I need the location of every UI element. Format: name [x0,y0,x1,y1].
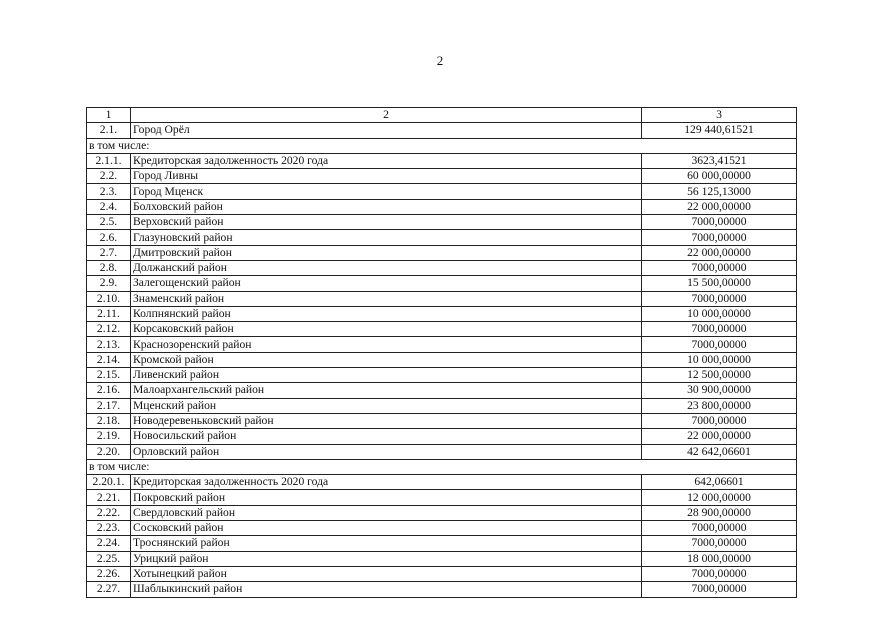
row-number: 2.21. [87,490,131,505]
row-number: 2.18. [87,413,131,428]
row-amount: 12 500,00000 [642,368,797,383]
row-amount: 3623,41521 [642,153,797,168]
row-amount: 642,06601 [642,475,797,490]
table-row [87,475,797,490]
table-row [87,536,797,551]
row-number: 2.1. [87,123,131,138]
table-row [87,230,797,245]
table-row [87,169,797,184]
row-amount: 15 500,00000 [642,276,797,291]
row-name: Новодеревеньковский район [131,413,642,428]
column-header-3: 3 [642,108,797,123]
table-row [87,490,797,505]
row-name: Дмитровский район [131,245,642,260]
table-row [87,153,797,168]
row-amount: 10 000,00000 [642,306,797,321]
row-number: 2.6. [87,230,131,245]
row-name: Кредиторская задолженность 2020 года [131,475,642,490]
column-header-1: 1 [87,108,131,123]
table-row [87,383,797,398]
row-number: 2.17. [87,398,131,413]
table-body [87,108,797,598]
table-row [87,291,797,306]
row-name: Колпнянский район [131,306,642,321]
row-number: 2.11. [87,306,131,321]
row-name: Кредиторская задолженность 2020 года [131,153,642,168]
row-amount: 12 000,00000 [642,490,797,505]
row-amount: 7000,00000 [642,566,797,581]
row-number: 2.22. [87,505,131,520]
row-name: Город Мценск [131,184,642,199]
row-number: 2.20. [87,444,131,459]
row-amount: 22 000,00000 [642,429,797,444]
row-name: Свердловский район [131,505,642,520]
row-amount: 28 900,00000 [642,505,797,520]
row-name: Болховский район [131,199,642,214]
row-name: Орловский район [131,444,642,459]
table-row [87,582,797,597]
row-number: 2.10. [87,291,131,306]
row-name: Новосильский район [131,429,642,444]
row-amount: 7000,00000 [642,215,797,230]
row-amount: 22 000,00000 [642,199,797,214]
row-amount: 7000,00000 [642,322,797,337]
row-amount: 7000,00000 [642,536,797,551]
row-name: Покровский район [131,490,642,505]
table-row [87,398,797,413]
row-number: 2.24. [87,536,131,551]
table-row [87,260,797,275]
row-number: 2.20.1. [87,475,131,490]
row-number: 2.15. [87,368,131,383]
table-row [87,337,797,352]
row-amount: 30 900,00000 [642,383,797,398]
row-number: 2.3. [87,184,131,199]
row-amount: 7000,00000 [642,521,797,536]
row-amount: 56 125,13000 [642,184,797,199]
table-header-row [87,108,797,123]
row-number: 2.12. [87,322,131,337]
row-number: 2.16. [87,383,131,398]
table-row [87,306,797,321]
row-amount: 60 000,00000 [642,169,797,184]
row-name: Сосковский район [131,521,642,536]
row-name: Кромской район [131,352,642,367]
row-number: 2.2. [87,169,131,184]
table-row [87,199,797,214]
row-amount: 10 000,00000 [642,352,797,367]
row-name: Мценский район [131,398,642,413]
row-amount: 22 000,00000 [642,245,797,260]
row-name: Город Орёл [131,123,642,138]
row-number: 2.25. [87,551,131,566]
table-row [87,352,797,367]
row-amount: 23 800,00000 [642,398,797,413]
row-name: Урицкий район [131,551,642,566]
table-row [87,551,797,566]
row-number: 2.9. [87,276,131,291]
row-number: 2.19. [87,429,131,444]
row-name: Знаменский район [131,291,642,306]
subheading-text: в том числе: [87,459,797,474]
row-name: Залегощенский район [131,276,642,291]
row-number: 2.5. [87,215,131,230]
row-number: 2.4. [87,199,131,214]
subheading-text: в том числе: [87,138,797,153]
allocation-table [86,107,797,598]
row-name: Ливенский район [131,368,642,383]
table-row [87,413,797,428]
page-number: 2 [436,53,444,68]
row-amount: 18 000,00000 [642,551,797,566]
row-number: 2.13. [87,337,131,352]
row-amount: 42 642,06601 [642,444,797,459]
row-amount: 7000,00000 [642,582,797,597]
table-row [87,444,797,459]
row-name: Город Ливны [131,169,642,184]
row-number: 2.8. [87,260,131,275]
table-row [87,276,797,291]
row-name: Хотынецкий район [131,566,642,581]
table-row [87,123,797,138]
row-name: Корсаковский район [131,322,642,337]
row-number: 2.23. [87,521,131,536]
row-name: Шаблыкинский район [131,582,642,597]
row-amount: 7000,00000 [642,337,797,352]
row-amount: 7000,00000 [642,230,797,245]
subheading-row [87,138,797,153]
row-number: 2.1.1. [87,153,131,168]
row-name: Верховский район [131,215,642,230]
table-row [87,184,797,199]
row-number: 2.7. [87,245,131,260]
row-number: 2.26. [87,566,131,581]
row-number: 2.27. [87,582,131,597]
row-name: Краснозоренский район [131,337,642,352]
row-amount: 7000,00000 [642,413,797,428]
table-row [87,245,797,260]
table-row [87,368,797,383]
table-row [87,215,797,230]
table-row [87,429,797,444]
row-name: Глазуновский район [131,230,642,245]
table-row [87,521,797,536]
row-name: Троснянский район [131,536,642,551]
row-amount: 7000,00000 [642,260,797,275]
column-header-2: 2 [131,108,642,123]
row-name: Малоархангельский район [131,383,642,398]
row-amount: 129 440,61521 [642,123,797,138]
table-row [87,322,797,337]
row-amount: 7000,00000 [642,291,797,306]
row-number: 2.14. [87,352,131,367]
row-name: Должанский район [131,260,642,275]
table-row [87,566,797,581]
subheading-row [87,459,797,474]
table-row [87,505,797,520]
